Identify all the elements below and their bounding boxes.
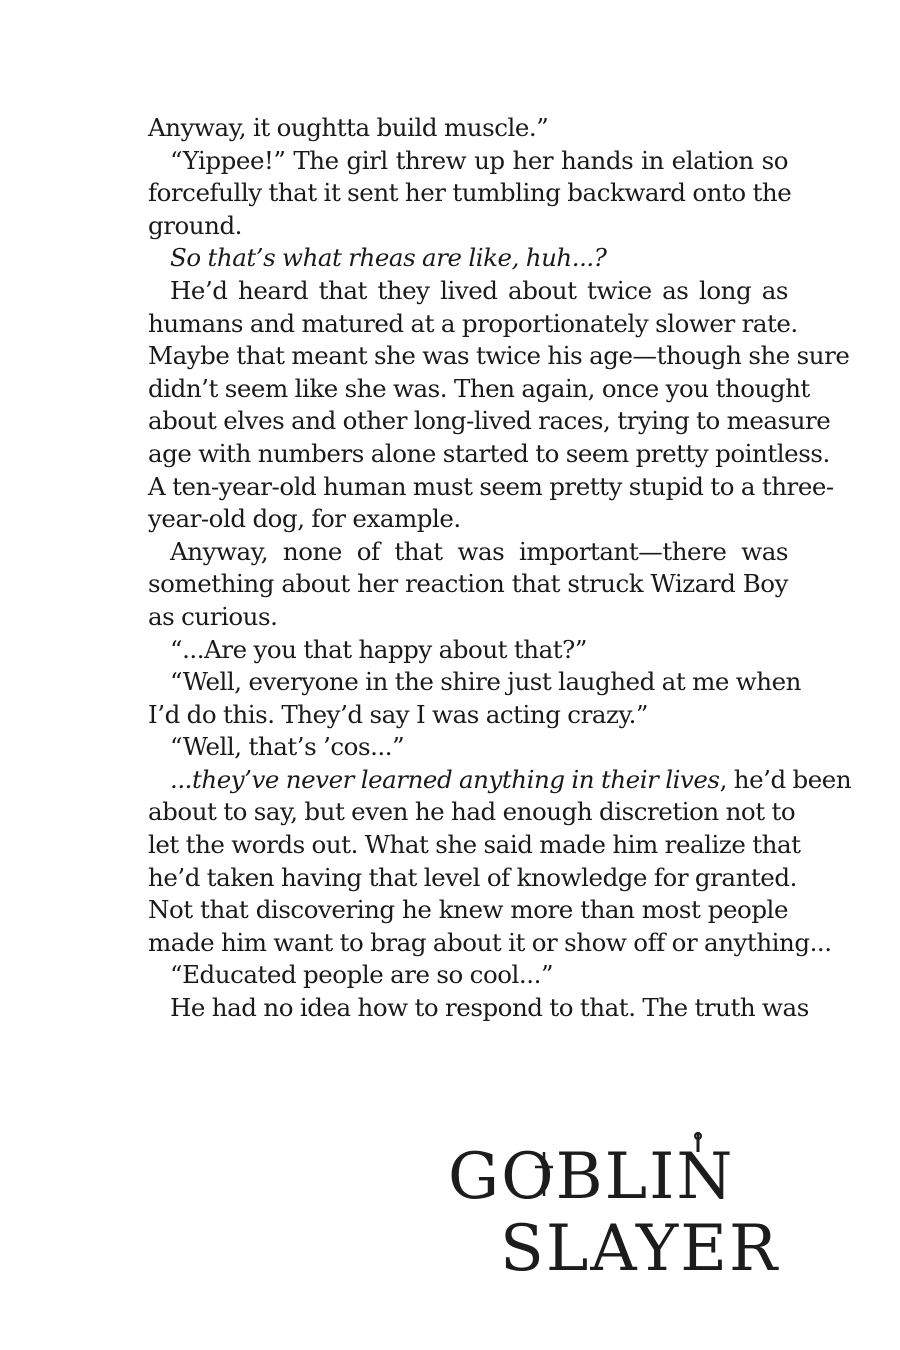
page-body-text — [148, 112, 852, 1025]
text-line: A ten-year-old human must seem pretty stupid to a three- — [148, 471, 834, 501]
text-line: year-old dog, for example. — [148, 504, 461, 534]
text-line: Not that discovering he knew more than most people — [148, 895, 788, 925]
text-line: So that’s what rheas are like, huh...? — [170, 243, 607, 273]
text-line: he’d taken having that level of knowledge for granted. — [148, 862, 797, 892]
text-line: about elves and other long-lived races, trying to measure — [148, 406, 831, 436]
text-line: “Educated people are so cool...” — [170, 960, 554, 990]
text-fragment: , he’d been — [719, 764, 852, 794]
italic-phrase: ...they’ve never learned anything in their lives — [170, 764, 720, 794]
text-line: “Well, that’s ’cos...” — [170, 732, 405, 762]
text-line: forcefully that it sent her tumbling backward onto the — [148, 178, 792, 208]
text-line: I’d do this. They’d say I was acting crazy.” — [148, 699, 649, 729]
text-line: age with numbers alone started to seem pretty pointless. — [148, 438, 830, 468]
text-line: humans and matured at a proportionately slower rate. — [148, 308, 798, 338]
text-line: “Well, everyone in the shire just laughed at me when — [170, 667, 801, 697]
logo-line-1: GOBLIN — [448, 1140, 735, 1214]
text-line: “Yippee!” The girl threw up her hands in elation so — [170, 145, 788, 175]
logo-graphic — [448, 1130, 818, 1285]
text-line: as curious. — [148, 601, 278, 631]
text-line: about to say, but even he had enough discretion not to — [148, 797, 796, 827]
text-line: He had no idea how to respond to that. The truth was — [170, 993, 809, 1023]
text-line: didn’t seem like she was. Then again, once you thought — [148, 373, 810, 403]
text-line: made him want to brag about it or show off or anything... — [148, 927, 832, 957]
text-line: “...Are you that happy about that?” — [170, 634, 587, 664]
text-line: He’d heard that they lived about twice as long as — [170, 275, 788, 305]
text-line: Anyway, none of that was important—there was — [170, 536, 788, 566]
goblin-slayer-logo — [448, 1130, 818, 1285]
logo-line-2: SLAYER — [500, 1212, 780, 1285]
text-line-mixed — [148, 764, 852, 797]
text-line: Anyway, it oughtta build muscle.” — [148, 113, 549, 142]
text-line: something about her reaction that struck Wizard Boy — [148, 569, 788, 599]
text-line: let the words out. What she said made him realize that — [148, 830, 801, 860]
text-line: Maybe that meant she was twice his age—though she sure — [148, 341, 850, 371]
text-line: ground. — [148, 210, 243, 240]
